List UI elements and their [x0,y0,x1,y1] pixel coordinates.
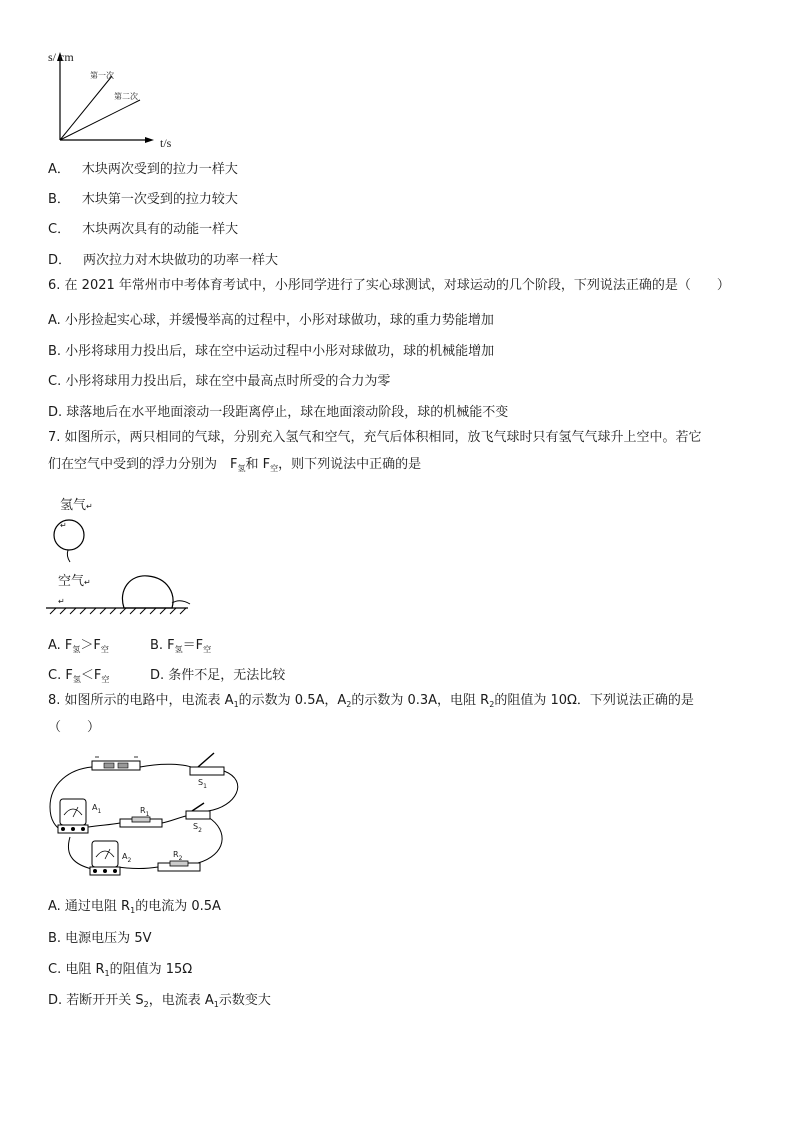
q6-option-d: D. 球落地后在水平地面滚动一段距离停止，球在地面滚动阶段，球的机械能不变 [48,405,509,420]
return-mark-2: ↵ [58,597,65,606]
air-label: 空气↵ [58,574,91,589]
q6-option-b: B. 小彤将球用力投出后，球在空中运动过程中小彤对球做功，球的机械能增加 [48,344,495,359]
q6-option-a: A. 小彤捡起实心球，并缓慢举高的过程中，小彤对球做功，球的重力势能增加 [48,313,494,328]
graph-y-label: s/ cm [48,50,74,64]
air-balloon [122,576,173,608]
switch-s1-blade [198,753,214,767]
q8-paren: （ ） [48,720,101,735]
air-balloon-tail [172,601,190,604]
label-r1: $R_1$ [140,806,150,818]
wire-right [208,771,238,811]
q7-stem-line2: 们在空气中受到的浮力分别为 $F_氢$和 $F_空$，则下列说法中正确的是 [48,457,422,473]
label-a2: $A_2$ [122,852,132,864]
q8-option-a: A. 通过电阻 $R_1$的电流为 0.5A [48,899,221,915]
ground-hatching [50,608,186,614]
q5-option-a: A． 木块两次受到的拉力一样大 [48,162,238,177]
q8-option-d: D. 若断开开关 $S_2$，电流表 $A_1$示数变大 [48,993,271,1009]
st-graph [0,0,794,160]
wire-top [140,764,196,769]
switch-s1-base [190,767,224,775]
graph-line2-label: 第二次 [114,92,138,101]
label-s1: $S_1$ [198,778,207,790]
label-s2: $S_2$ [193,822,202,834]
q7-option-d: D. 条件不足，无法比较 [150,668,286,683]
q7-option-a: A. $F_氢>F_空$ [48,638,109,654]
circuit-figure [0,745,794,895]
ammeter-a2 [92,841,118,867]
q8-option-c: C. 电阻 $R_1$的阻值为 15Ω [48,962,193,978]
switch-s2-blade [192,803,204,811]
q5-option-c: C． 木块两次具有的动能一样大 [48,222,239,237]
q6-option-c: C. 小彤将球用力投出后，球在空中最高点时所受的合力为零 [48,374,391,389]
label-a1: $A_1$ [92,803,102,815]
q5-option-b: B． 木块第一次受到的拉力较大 [48,192,238,207]
balloon-figure [0,490,794,630]
battery [92,761,140,770]
ammeter-a1 [60,799,86,825]
graph-x-label: t/s [160,136,172,150]
battery-cell-2 [118,763,128,768]
hydrogen-balloon [54,520,84,550]
wire-mid [88,823,120,827]
graph-line-first [60,76,112,140]
balloon-string [67,550,70,562]
switch-s2-base [186,811,210,819]
wire-a2-r2 [118,867,158,869]
q6-stem: 6. 在 2021 年常州市中考体育考试中，小彤同学进行了实心球测试，对球运动的几个阶段，下列说法正确的是（ ） [48,278,730,293]
wire-a1-a2 [68,837,92,869]
q7-stem-line1: 7. 如图所示，两只相同的气球，分别充入氢气和空气，充气后体积相同，放飞气球时只有氢气气球升上空中。若它 [48,430,702,445]
q5-option-d: D． 两次拉力对木块做功的功率一样大 [48,253,279,268]
graph-x-arrow [145,137,154,143]
q7-option-b: B. $F_氢=F_空$ [150,638,212,654]
label-r2: $R_2$ [173,850,183,862]
q7-option-c: C. $F_氢<F_空$ [48,668,110,684]
return-mark-1: ↵ [60,521,67,530]
battery-cell-1 [104,763,114,768]
hydrogen-label: 氢气↵ [60,498,93,513]
graph-line1-label: 第一次 [90,71,114,80]
graph-line-second [60,100,140,140]
q8-stem: 8. 如图所示的电路中，电流表 $A_1$的示数为 0.5A，$A_2$的示数为 0.3A，电阻 $R_2$的阻值为 10Ω．下列说法正确的是 [48,693,694,709]
q8-option-b: B. 电源电压为 5V [48,931,152,946]
